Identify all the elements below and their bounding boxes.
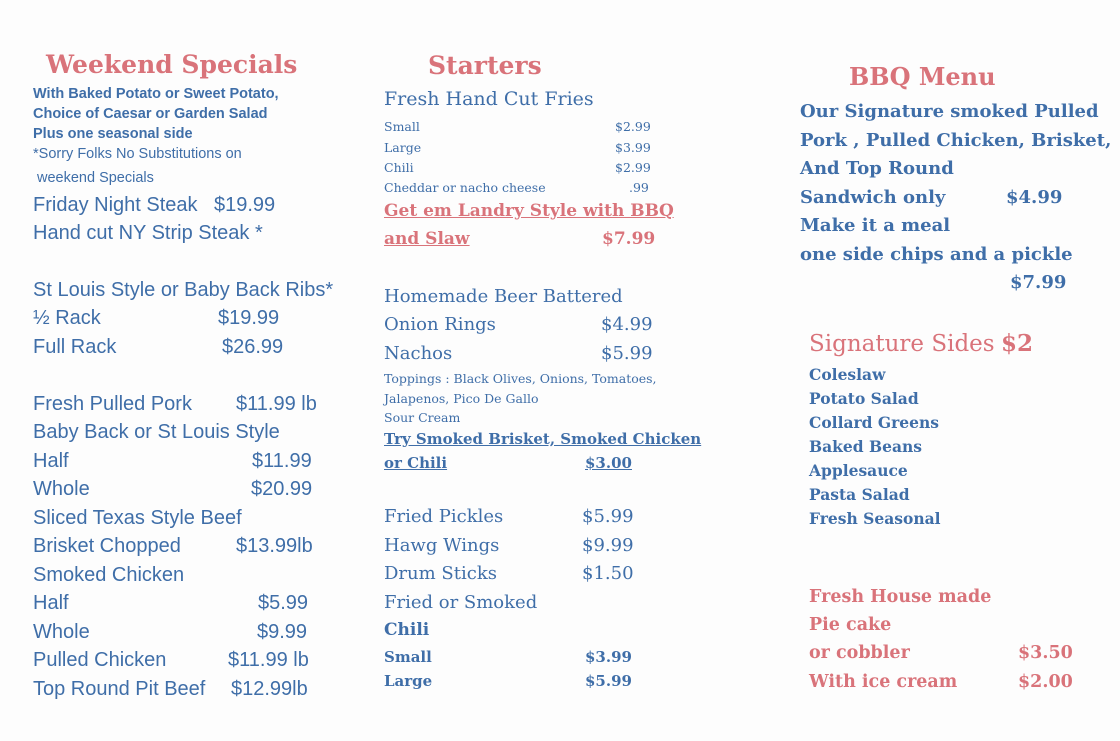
- side-item: Fresh Seasonal: [809, 509, 941, 528]
- side-item: Pasta Salad: [809, 485, 910, 504]
- signature-sides-title-row: [809, 330, 1033, 357]
- meal-price: $7.99: [1010, 272, 1067, 293]
- dessert-line-2: Pie cake: [809, 615, 892, 635]
- menu-item-name: Drum Sticks: [384, 563, 497, 584]
- try-smoked-line-2: or Chili: [384, 454, 448, 472]
- menu-item-name: Large: [384, 672, 433, 690]
- menu-item-price: $11.99: [252, 450, 312, 472]
- menu-item-price: $2.99: [615, 160, 651, 175]
- dessert-line-4: With ice cream: [809, 672, 958, 692]
- menu-item-name: Fried Pickles: [384, 506, 504, 527]
- menu-item-name: Onion Rings: [384, 314, 496, 335]
- menu-item-name: Full Rack: [33, 336, 117, 358]
- menu-item-price: $11.99 lb: [236, 393, 317, 415]
- menu-item-name: Sliced Texas Style Beef: [33, 507, 242, 529]
- fried-or-smoked-label: Fried or Smoked: [384, 592, 538, 613]
- sandwich-price: $4.99: [1006, 187, 1063, 208]
- menu-item-name: Hawg Wings: [384, 535, 500, 556]
- toppings-line-1: Toppings : Black Olives, Onions, Tomatoes,: [384, 371, 657, 386]
- menu-item-name: ½ Rack: [33, 307, 101, 329]
- menu-item-price: .99: [629, 180, 649, 195]
- ice-cream-price: $2.00: [1018, 672, 1073, 692]
- dessert-line-1: Fresh House made: [809, 587, 992, 607]
- signature-sides-title: Signature Sides: [809, 331, 995, 357]
- beer-battered-heading: Homemade Beer Battered: [384, 286, 623, 307]
- menu-item-name: Top Round Pit Beef: [33, 678, 206, 700]
- menu-item-name: Whole: [33, 478, 90, 500]
- menu-item-price: $3.99: [615, 140, 651, 155]
- bbq-line-6: one side chips and a pickle: [800, 244, 1073, 265]
- weekend-note-5: weekend Specials: [37, 170, 154, 186]
- menu-item-name: Whole: [33, 621, 90, 643]
- weekend-note-1: With Baked Potato or Sweet Potato,: [33, 86, 279, 102]
- menu-item-name: Small: [384, 648, 432, 666]
- menu-item-name: Baby Back or St Louis Style: [33, 421, 280, 443]
- menu-item-name: Chili: [384, 160, 414, 175]
- menu-item-name: Brisket Chopped: [33, 535, 181, 557]
- menu-item-name: Fresh Pulled Pork: [33, 393, 192, 415]
- try-smoked-line-1: Try Smoked Brisket, Smoked Chicken: [384, 430, 702, 448]
- menu-item-price: $4.99: [601, 314, 653, 335]
- menu-item-price: $12.99lb: [231, 678, 308, 700]
- toppings-line-3: Sour Cream: [384, 410, 461, 425]
- try-smoked-price: $3.00: [585, 454, 632, 472]
- side-item: Baked Beans: [809, 437, 922, 456]
- menu-item-name: Small: [384, 119, 420, 134]
- side-item: Collard Greens: [809, 413, 940, 432]
- weekend-note-3: Plus one seasonal side: [33, 126, 193, 142]
- menu-item-name: Smoked Chicken: [33, 564, 185, 586]
- menu-item-price: $5.99: [258, 592, 309, 614]
- bbq-line-1: Our Signature smoked Pulled: [800, 101, 1099, 122]
- menu-item-name: Nachos: [384, 343, 453, 364]
- bbq-line-2: Pork , Pulled Chicken, Brisket,: [800, 130, 1112, 151]
- menu-item-name: Large: [384, 140, 422, 155]
- menu-item-name: Pulled Chicken: [33, 649, 167, 671]
- menu-item-price: $1.50: [582, 563, 634, 584]
- menu-item-price: $26.99: [222, 336, 284, 358]
- bbq-line-4: Sandwich only: [800, 187, 946, 208]
- menu-item-price: $9.99: [257, 621, 308, 643]
- menu-item-price: $5.99: [601, 343, 653, 364]
- bbq-line-3: And Top Round: [800, 158, 954, 179]
- side-item: Applesauce: [809, 461, 908, 480]
- menu-item-price: $5.99: [582, 506, 634, 527]
- menu-item-price: $3.99: [585, 648, 632, 666]
- menu-item-name: Friday Night Steak: [33, 194, 198, 216]
- starters-title: Starters: [428, 51, 542, 80]
- bbq-menu-title: BBQ Menu: [849, 62, 996, 91]
- landry-style-line-2: and Slaw: [384, 229, 470, 249]
- menu-item-price: $2.99: [615, 119, 651, 134]
- fries-heading: Fresh Hand Cut Fries: [384, 88, 594, 110]
- menu-item-price: $19.99: [214, 194, 276, 216]
- menu-item-price: $19.99: [218, 307, 280, 329]
- menu-item-price: $9.99: [582, 535, 634, 556]
- bbq-line-5: Make it a meal: [800, 215, 951, 236]
- weekend-note-2: Choice of Caesar or Garden Salad: [33, 106, 268, 122]
- weekend-specials-title: Weekend Specials: [46, 50, 298, 79]
- menu-item-price: $20.99: [251, 478, 313, 500]
- menu-item-price: $5.99: [585, 672, 632, 690]
- weekend-note-4: *Sorry Folks No Substitutions on: [33, 146, 242, 162]
- landry-style-line-1: Get em Landry Style with BBQ: [384, 201, 674, 221]
- menu-item-name: Half: [33, 450, 69, 472]
- menu-item-price: $13.99lb: [236, 535, 313, 557]
- menu-item-name: Hand cut NY Strip Steak *: [33, 222, 263, 244]
- dessert-line-3: or cobbler: [809, 643, 910, 663]
- side-item: Potato Salad: [809, 389, 919, 408]
- chili-heading: Chili: [384, 620, 430, 640]
- menu-item-price: $11.99 lb: [228, 649, 309, 671]
- side-item: Coleslaw: [809, 365, 886, 384]
- toppings-line-2: Jalapenos, Pico De Gallo: [384, 391, 539, 406]
- menu-item-name: Half: [33, 592, 69, 614]
- pie-price: $3.50: [1018, 643, 1073, 663]
- landry-style-price: $7.99: [602, 229, 656, 249]
- signature-sides-price: $2: [1000, 330, 1033, 357]
- menu-item-name: St Louis Style or Baby Back Ribs*: [33, 279, 334, 301]
- menu-item-name: Cheddar or nacho cheese: [384, 180, 546, 195]
